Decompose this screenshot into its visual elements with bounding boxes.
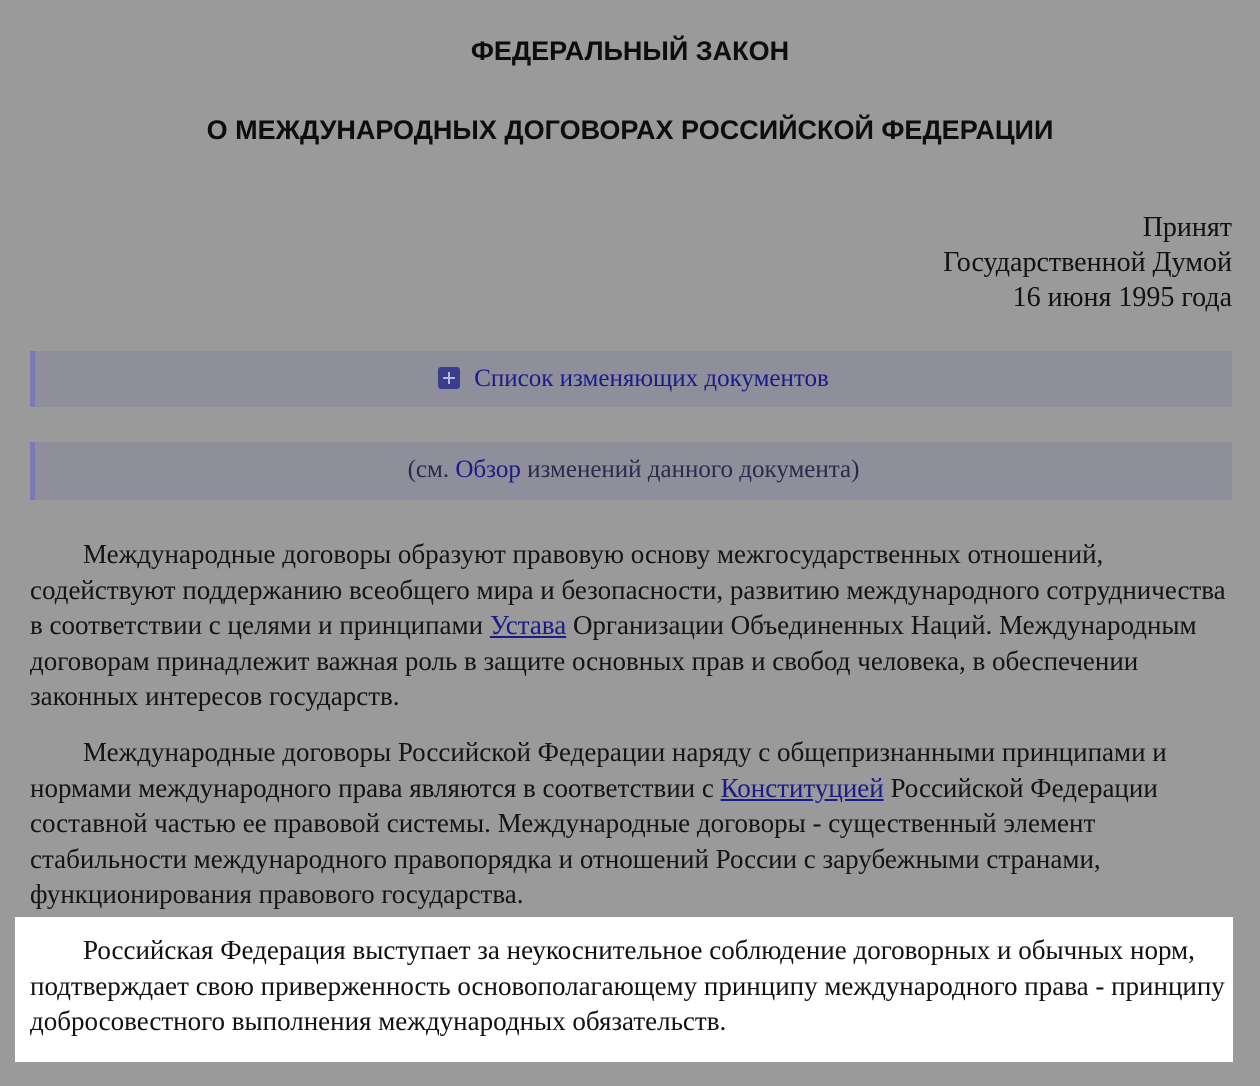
amending-documents-toggle[interactable] [30,351,1232,407]
adoption-line-1: Принят [1142,212,1232,243]
highlighted-paragraph-box [15,917,1233,1062]
review-suffix: изменений данного документа) [520,456,860,483]
adoption-line-2: Государственной Думой [943,247,1232,278]
adoption-date: 16 июня 1995 года [1012,282,1232,313]
preamble-paragraph-3: Российская Федерация выступает за неукоснительное соблюдение договорных и обычных норм, подтверждает свою приверженность основополагающему принципу международного права - принципу добросовестного выполнения международных обязательств. [30,935,1225,1036]
law-title-heading: О МЕЖДУНАРОДНЫХ ДОГОВОРАХ РОССИЙСКОЙ ФЕДЕРАЦИИ [206,115,1054,145]
p2-text-before: Международные договоры Российской Федерации наряду с общепризнанными принципами и нормами международного права являются в соответствии с [30,737,1167,803]
amending-documents-link[interactable]: Список изменяющих документов [474,365,829,392]
preamble-paragraph-2 [30,735,1234,913]
p1-text-after: Организации Объединенных Наций. Международным договорам принадлежит важная роль в защите основных прав и свобод человека, в обеспечении законных интересов государств. [30,610,1197,711]
law-type-heading: ФЕДЕРАЛЬНЫЙ ЗАКОН [470,36,790,66]
plus-square-icon[interactable] [438,367,460,389]
p2-text-after: Российской Федерации составной частью ее правовой системы. Международные договоры - существенный элемент стабильности международного правопорядка и отношений России с зарубежными странами, функционирования правового государства. [30,772,1158,909]
constitution-link[interactable]: Конституцией [720,772,884,803]
preamble-paragraph-1 [30,537,1234,715]
un-charter-link[interactable]: Устава [489,610,567,640]
review-link[interactable]: Обзор [455,456,521,483]
p1-text-before: Международные договоры образуют правовую основу межгосударственных отношений, содействуют поддержанию всеобщего мира и безопасности, развитию международного сотрудничества в соответствии с целями и принципами [30,539,1226,640]
review-prefix: (см. [407,456,456,483]
adoption-info [943,210,1232,315]
review-notice [30,442,1232,500]
